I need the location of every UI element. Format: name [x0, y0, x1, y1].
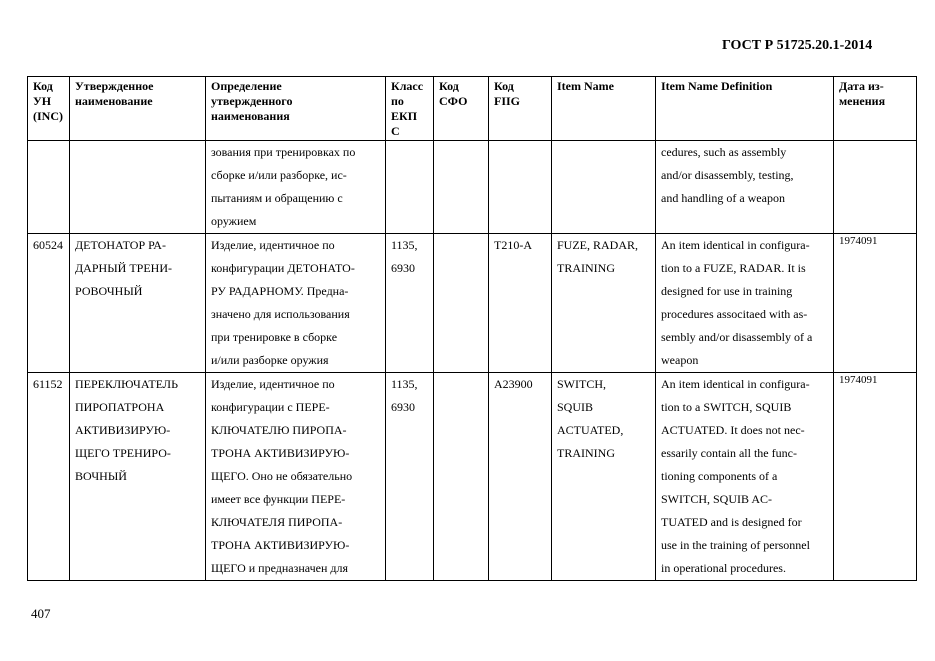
catalog-table: [27, 76, 917, 581]
cell-item-definition: [656, 373, 834, 581]
cell-line: FUZE, RADAR,: [557, 238, 639, 252]
cell-line: КЛЮЧАТЕЛЮ ПИРОПА-: [211, 423, 347, 437]
cell-line: ACTUATED,: [557, 423, 624, 437]
cell-code: [28, 141, 70, 234]
cell-definition: [206, 141, 386, 234]
cell-line: tion to a FUZE, RADAR. It is: [661, 261, 806, 275]
cell-line: сборке и/или разборке, ис-: [211, 168, 347, 182]
cell-line: 6930: [391, 261, 415, 275]
cell-line: ЩЕГО ТРЕНИРО-: [75, 446, 171, 460]
cell-name: [70, 373, 206, 581]
cell-code: [28, 234, 70, 373]
cell-line: РОВОЧНЫЙ: [75, 284, 143, 298]
header-item-name: Item Name: [552, 77, 656, 141]
cell-line: An item identical in configura-: [661, 238, 810, 252]
cell-line: значено для использования: [211, 307, 350, 321]
cell-line: use in the training of personnel: [661, 538, 810, 552]
cell-line: tioning components of a: [661, 469, 778, 483]
cell-item-name: [552, 141, 656, 234]
cell-line: TRAINING: [557, 446, 615, 460]
cell-line: ВОЧНЫЙ: [75, 469, 127, 483]
table-row: [28, 141, 917, 234]
cell-line: 61152: [33, 377, 63, 391]
cell-line: procedures associtaed with as-: [661, 307, 808, 321]
cell-line: An item identical in configura-: [661, 377, 810, 391]
cell-line: ТРОНА АКТИВИЗИРУЮ-: [211, 446, 350, 460]
cell-line: ЩЕГО и предназначен для: [211, 561, 349, 575]
table-row: [28, 373, 917, 581]
cell-line: РУ РАДАРНОМУ. Предна-: [211, 284, 349, 298]
cell-line: A23900: [494, 377, 533, 391]
cell-line: пытаниям и обращению с: [211, 191, 343, 205]
cell-line: 1135,: [391, 377, 418, 391]
cell-line: и/или разборке оружия: [211, 353, 329, 367]
cell-fiig: [489, 234, 552, 373]
cell-line: имеет все функции ПЕРЕ-: [211, 492, 346, 506]
cell-class: [386, 141, 434, 234]
cell-line: ПИРОПАТРОНА: [75, 400, 165, 414]
cell-line: SWITCH, SQUIB AC-: [661, 492, 773, 506]
cell-line: зования при тренировках по: [211, 145, 356, 159]
header-item-definition: Item Name Definition: [656, 77, 834, 141]
cell-sfo: [434, 141, 489, 234]
cell-name: [70, 234, 206, 373]
cell-line: SQUIB: [557, 400, 594, 414]
cell-line: and/or disassembly, testing,: [661, 168, 794, 182]
cell-line: TRAINING: [557, 261, 615, 275]
cell-line: 6930: [391, 400, 415, 414]
cell-line: and handling of a weapon: [661, 191, 785, 205]
cell-line: tion to a SWITCH, SQUIB: [661, 400, 792, 414]
cell-sfo: [434, 373, 489, 581]
cell-line: 1974091: [839, 374, 878, 386]
header-date: Дата из- менения: [834, 77, 917, 141]
cell-line: TUATED and is designed for: [661, 515, 802, 529]
cell-line: при тренировке в сборке: [211, 330, 338, 344]
header-row: [28, 77, 917, 141]
header-class: Класс по ЕКП С: [386, 77, 434, 141]
cell-class: [386, 373, 434, 581]
document-code: ГОСТ Р 51725.20.1-2014: [722, 38, 873, 53]
header-definition: Определение утвержденного наименования: [206, 77, 386, 141]
cell-line: T210-A: [494, 238, 532, 252]
header-code: Код УН (INC): [28, 77, 70, 141]
cell-line: ПЕРЕКЛЮЧАТЕЛЬ: [75, 377, 178, 391]
header-fiig: Код FIIG: [489, 77, 552, 141]
cell-item-definition: [656, 141, 834, 234]
cell-line: ЩЕГО. Оно не обязательно: [211, 469, 353, 483]
cell-name: [70, 141, 206, 234]
cell-line: cedures, such as assembly: [661, 145, 787, 159]
cell-line: КЛЮЧАТЕЛЯ ПИРОПА-: [211, 515, 343, 529]
cell-line: weapon: [661, 353, 699, 367]
cell-line: АКТИВИЗИРУЮ-: [75, 423, 171, 437]
page-number: 407: [31, 606, 51, 621]
cell-line: Изделие, идентичное по: [211, 377, 335, 391]
table-row: [28, 234, 917, 373]
cell-line: in operational procedures.: [661, 561, 786, 575]
cell-line: оружием: [211, 214, 257, 228]
cell-line: 60524: [33, 238, 63, 252]
cell-line: ДАРНЫЙ ТРЕНИ-: [75, 261, 172, 275]
table-body: [28, 141, 917, 581]
cell-line: ТРОНА АКТИВИЗИРУЮ-: [211, 538, 350, 552]
cell-line: 1974091: [839, 235, 878, 247]
header-name: Утвержденное наименование: [70, 77, 206, 141]
cell-line: essarily contain all the func-: [661, 446, 797, 460]
cell-sfo: [434, 234, 489, 373]
cell-date: [834, 141, 917, 234]
cell-definition: [206, 373, 386, 581]
cell-item-name: [552, 373, 656, 581]
cell-definition: [206, 234, 386, 373]
cell-line: sembly and/or disassembly of a: [661, 330, 813, 344]
header-sfo: Код СФО: [434, 77, 489, 141]
cell-line: ACTUATED. It does not nec-: [661, 423, 805, 437]
cell-date: [834, 234, 917, 373]
cell-line: конфигурации ДЕТОНАТО-: [211, 261, 355, 275]
cell-item-definition: [656, 234, 834, 373]
cell-line: 1135,: [391, 238, 418, 252]
cell-item-name: [552, 234, 656, 373]
cell-line: Изделие, идентичное по: [211, 238, 335, 252]
cell-line: ДЕТОНАТОР РА-: [75, 238, 166, 252]
cell-date: [834, 373, 917, 581]
cell-fiig: [489, 373, 552, 581]
cell-line: SWITCH,: [557, 377, 606, 391]
cell-fiig: [489, 141, 552, 234]
cell-line: designed for use in training: [661, 284, 793, 298]
cell-class: [386, 234, 434, 373]
cell-code: [28, 373, 70, 581]
cell-line: конфигурации с ПЕРЕ-: [211, 400, 330, 414]
